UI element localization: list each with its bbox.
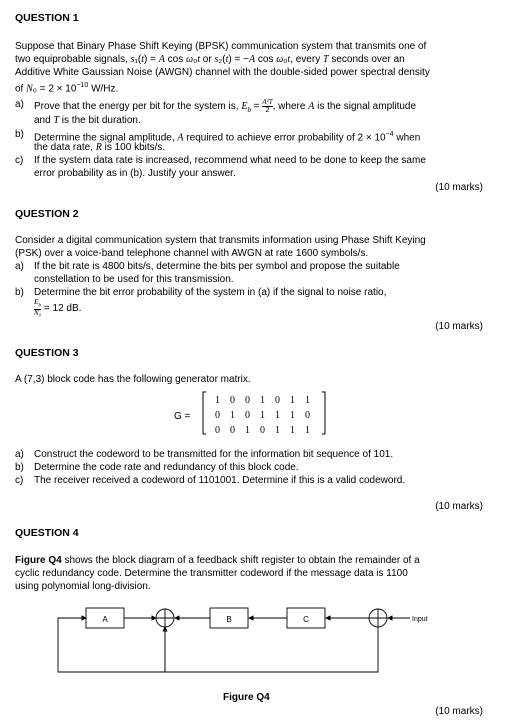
q4-intro-line2: cyclic redundancy code. Determine the transmitter codeword if the message data is 1100 — [15, 568, 408, 579]
q2-a-text-line2: constellation to be used for this transmission. — [34, 274, 234, 285]
input-label: Input — [412, 616, 428, 623]
matrix-label: G = — [174, 411, 191, 422]
q2-b-label: b) — [15, 287, 24, 298]
q2-heading: QUESTION 2 — [15, 208, 79, 220]
q3-intro: A (7,3) block code has the following generator matrix. — [15, 374, 251, 385]
q2-a-label: a) — [15, 261, 24, 272]
q4-marks: (10 marks) — [435, 706, 483, 717]
q1-b-text-line2: the data rate, R is 100 kbits/s. — [34, 142, 166, 153]
q2-intro-line1: Consider a digital communication system that transmits information using Phase Shift Keying — [15, 235, 426, 246]
q3-heading: QUESTION 3 — [15, 347, 79, 359]
q1-intro-line3: Additive White Gaussian Noise (AWGN) channel with the double-sided power spectral density — [15, 67, 430, 78]
xor-gate-1 — [156, 609, 174, 627]
q1-a-label: a) — [15, 99, 24, 110]
q3-b-label: b) — [15, 462, 24, 473]
xor-gate-2 — [369, 609, 387, 627]
q4-intro-line3: using polynomial long-division. — [15, 581, 151, 592]
register-c-label: C — [303, 615, 309, 624]
q3-marks: (10 marks) — [435, 501, 483, 512]
q1-c-label: c) — [15, 155, 24, 166]
q4-intro-line1: Figure Q4 shows the block diagram of a feedback shift register to obtain the remainder of a — [15, 555, 420, 566]
q1-marks: (10 marks) — [435, 182, 483, 193]
register-a-label: A — [102, 615, 108, 624]
q1-a-text: Prove that the energy per bit for the system is, $E_b$ = $\frac{\text{A²T}}{2}$ , where A is the signal amplitude — [34, 98, 417, 115]
q3-b-text: Determine the code rate and redundancy of this block code. — [34, 462, 299, 473]
q4-heading: QUESTION 4 — [15, 527, 79, 539]
q3-c-text: The receiver received a codeword of 1101001. Determine if this is a valid codeword. — [34, 475, 406, 486]
q1-b-text: Determine the signal amplitude, A required to achieve error probability of $2 \times 10^{-4}$ when — [34, 131, 421, 144]
q2-b-text: Determine the bit error probability of the system in (a) if the signal to noise ratio, — [34, 287, 387, 298]
figure-caption: Figure Q4 — [223, 692, 270, 703]
q1-intro-line1: Suppose that Binary Phase Shift Keying (BPSK) communication system that transmits one of — [15, 41, 427, 52]
figure-q4-diagram — [0, 600, 521, 690]
q3-c-label: c) — [15, 475, 24, 486]
q4-figure-ref: Figure Q4 — [15, 555, 62, 566]
matrix-row-2: 0 1 0 1 1 1 0 — [215, 410, 310, 421]
q2-marks: (10 marks) — [435, 321, 483, 332]
q1-intro-line4: of $N_0 = 2 \times 10^{-10}$ W/Hz. — [15, 82, 119, 95]
matrix-row-3: 0 0 1 0 1 1 1 — [215, 425, 310, 436]
q2-intro-line2: (PSK) over a voice-band telephone channel with AWGN at rate 1600 symbols/s. — [15, 248, 369, 259]
matrix-row-1: 1 0 0 1 0 1 1 — [215, 395, 310, 406]
q2-b-text-line2: $\frac{E_b}{\text{N₀}}$ = 12 dB. — [34, 298, 82, 318]
q3-a-label: a) — [15, 449, 24, 460]
q1-a-text-line2: and T is the bit duration. — [34, 115, 141, 126]
q1-c-text: If the system data rate is increased, recommend what need to be done to keep the same — [34, 155, 426, 166]
q3-a-text: Construct the codeword to be transmitted for the information bit sequence of 101. — [34, 449, 394, 460]
register-b-label: B — [226, 615, 232, 624]
q2-a-text: If the bit rate is 4800 bits/s, determine the bits per symbol and propose the suitable — [34, 261, 400, 272]
q1-heading: QUESTION 1 — [15, 12, 79, 24]
q1-b-label: b) — [15, 129, 24, 140]
q1-intro-line2: two equiprobable signals, s₁(t) = A cos ω₀t or s₂(t) = −A cos ω₀t, every T seconds over an — [15, 54, 405, 65]
q1-c-text-line2: error probability as in (b). Justify your answer. — [34, 168, 236, 179]
